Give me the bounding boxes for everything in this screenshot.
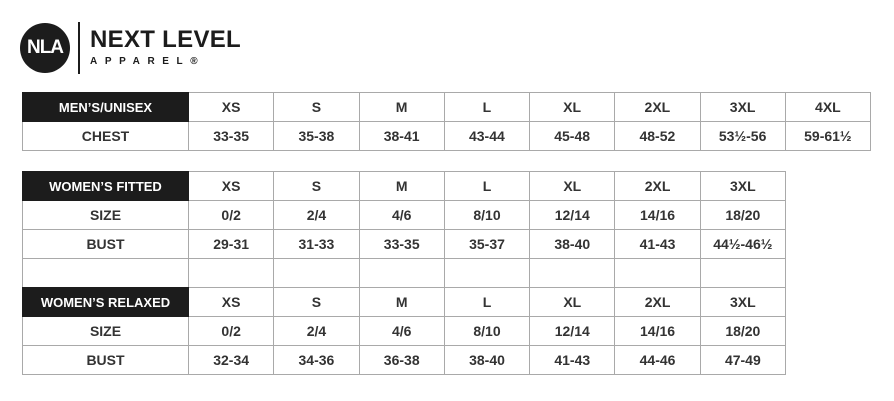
table-header-row (23, 172, 786, 201)
table-header-row (23, 288, 786, 317)
size-header: XL (530, 93, 615, 122)
table-cell: 48-52 (615, 122, 700, 151)
size-header: XL (530, 288, 615, 317)
table-cell: 2/4 (274, 317, 359, 346)
table-cell: 4/6 (359, 317, 444, 346)
table-cell: 0/2 (189, 317, 274, 346)
size-header: 4XL (785, 93, 870, 122)
table-cell: 38-40 (530, 230, 615, 259)
size-header: S (274, 93, 359, 122)
table-cell: 36-38 (359, 346, 444, 375)
table-row (23, 230, 786, 259)
table-cell: 29-31 (189, 230, 274, 259)
empty-cell (444, 259, 529, 288)
table-cell: 18/20 (700, 201, 785, 230)
table-cell: 8/10 (444, 317, 529, 346)
table-cell: 31-33 (274, 230, 359, 259)
empty-cell (274, 259, 359, 288)
empty-cell (189, 259, 274, 288)
size-header: S (274, 172, 359, 201)
table-cell: 38-40 (444, 346, 529, 375)
table-cell: 53½-56 (700, 122, 785, 151)
table-cell: 43-44 (444, 122, 529, 151)
size-header: 3XL (700, 172, 785, 201)
table-row (23, 317, 786, 346)
table-title: WOMEN’S RELAXED (23, 288, 189, 317)
size-header: 2XL (615, 93, 700, 122)
table-cell: 41-43 (615, 230, 700, 259)
womens-fitted-size-table (22, 171, 786, 288)
empty-cell (700, 259, 785, 288)
table-row (23, 122, 871, 151)
size-header: 3XL (700, 288, 785, 317)
size-header: 2XL (615, 288, 700, 317)
logo-line-2: APPAREL® (90, 55, 206, 67)
size-header: L (444, 93, 529, 122)
size-header: L (444, 172, 529, 201)
empty-cell (23, 259, 189, 288)
size-header: L (444, 288, 529, 317)
table-row (23, 346, 786, 375)
logo-line-1: NEXT LEVEL (90, 25, 242, 53)
size-header: 2XL (615, 172, 700, 201)
table-cell: 33-35 (359, 230, 444, 259)
table-cell: 41-43 (530, 346, 615, 375)
table-cell: 8/10 (444, 201, 529, 230)
table-cell: 12/14 (530, 201, 615, 230)
table-title: MEN’S/UNISEX (23, 93, 189, 122)
brand-logo (20, 20, 241, 76)
size-header: M (359, 288, 444, 317)
table-cell: 14/16 (615, 317, 700, 346)
empty-cell (615, 259, 700, 288)
table-cell: 18/20 (700, 317, 785, 346)
size-header: XS (189, 172, 274, 201)
table-cell: 34-36 (274, 346, 359, 375)
logo-wordmark (90, 25, 242, 69)
table-cell: 44½-46½ (700, 230, 785, 259)
size-header: XS (189, 93, 274, 122)
size-header: M (359, 93, 444, 122)
table-cell: 2/4 (274, 201, 359, 230)
row-label: CHEST (23, 122, 189, 151)
row-label: BUST (23, 230, 189, 259)
table-cell: 59-61½ (785, 122, 870, 151)
table-cell: 45-48 (530, 122, 615, 151)
logo-divider (78, 22, 80, 74)
table-header-row (23, 93, 871, 122)
row-label: BUST (23, 346, 189, 375)
empty-cell (530, 259, 615, 288)
logo-badge: NLA (20, 23, 70, 73)
size-header: XS (189, 288, 274, 317)
mens-unisex-size-table (22, 92, 871, 151)
table-cell: 12/14 (530, 317, 615, 346)
table-cell: 32-34 (189, 346, 274, 375)
size-header: XL (530, 172, 615, 201)
empty-cell (359, 259, 444, 288)
size-header: M (359, 172, 444, 201)
table-cell: 47-49 (700, 346, 785, 375)
table-cell: 44-46 (615, 346, 700, 375)
table-cell: 0/2 (189, 201, 274, 230)
table-row (23, 201, 786, 230)
table-title: WOMEN’S FITTED (23, 172, 189, 201)
size-header: 3XL (700, 93, 785, 122)
size-header: S (274, 288, 359, 317)
row-label: SIZE (23, 201, 189, 230)
table-cell: 4/6 (359, 201, 444, 230)
table-cell: 35-38 (274, 122, 359, 151)
womens-relaxed-size-table (22, 287, 786, 375)
table-cell: 35-37 (444, 230, 529, 259)
row-label: SIZE (23, 317, 189, 346)
spacer-row (23, 259, 786, 288)
table-cell: 33-35 (189, 122, 274, 151)
table-cell: 38-41 (359, 122, 444, 151)
table-cell: 14/16 (615, 201, 700, 230)
